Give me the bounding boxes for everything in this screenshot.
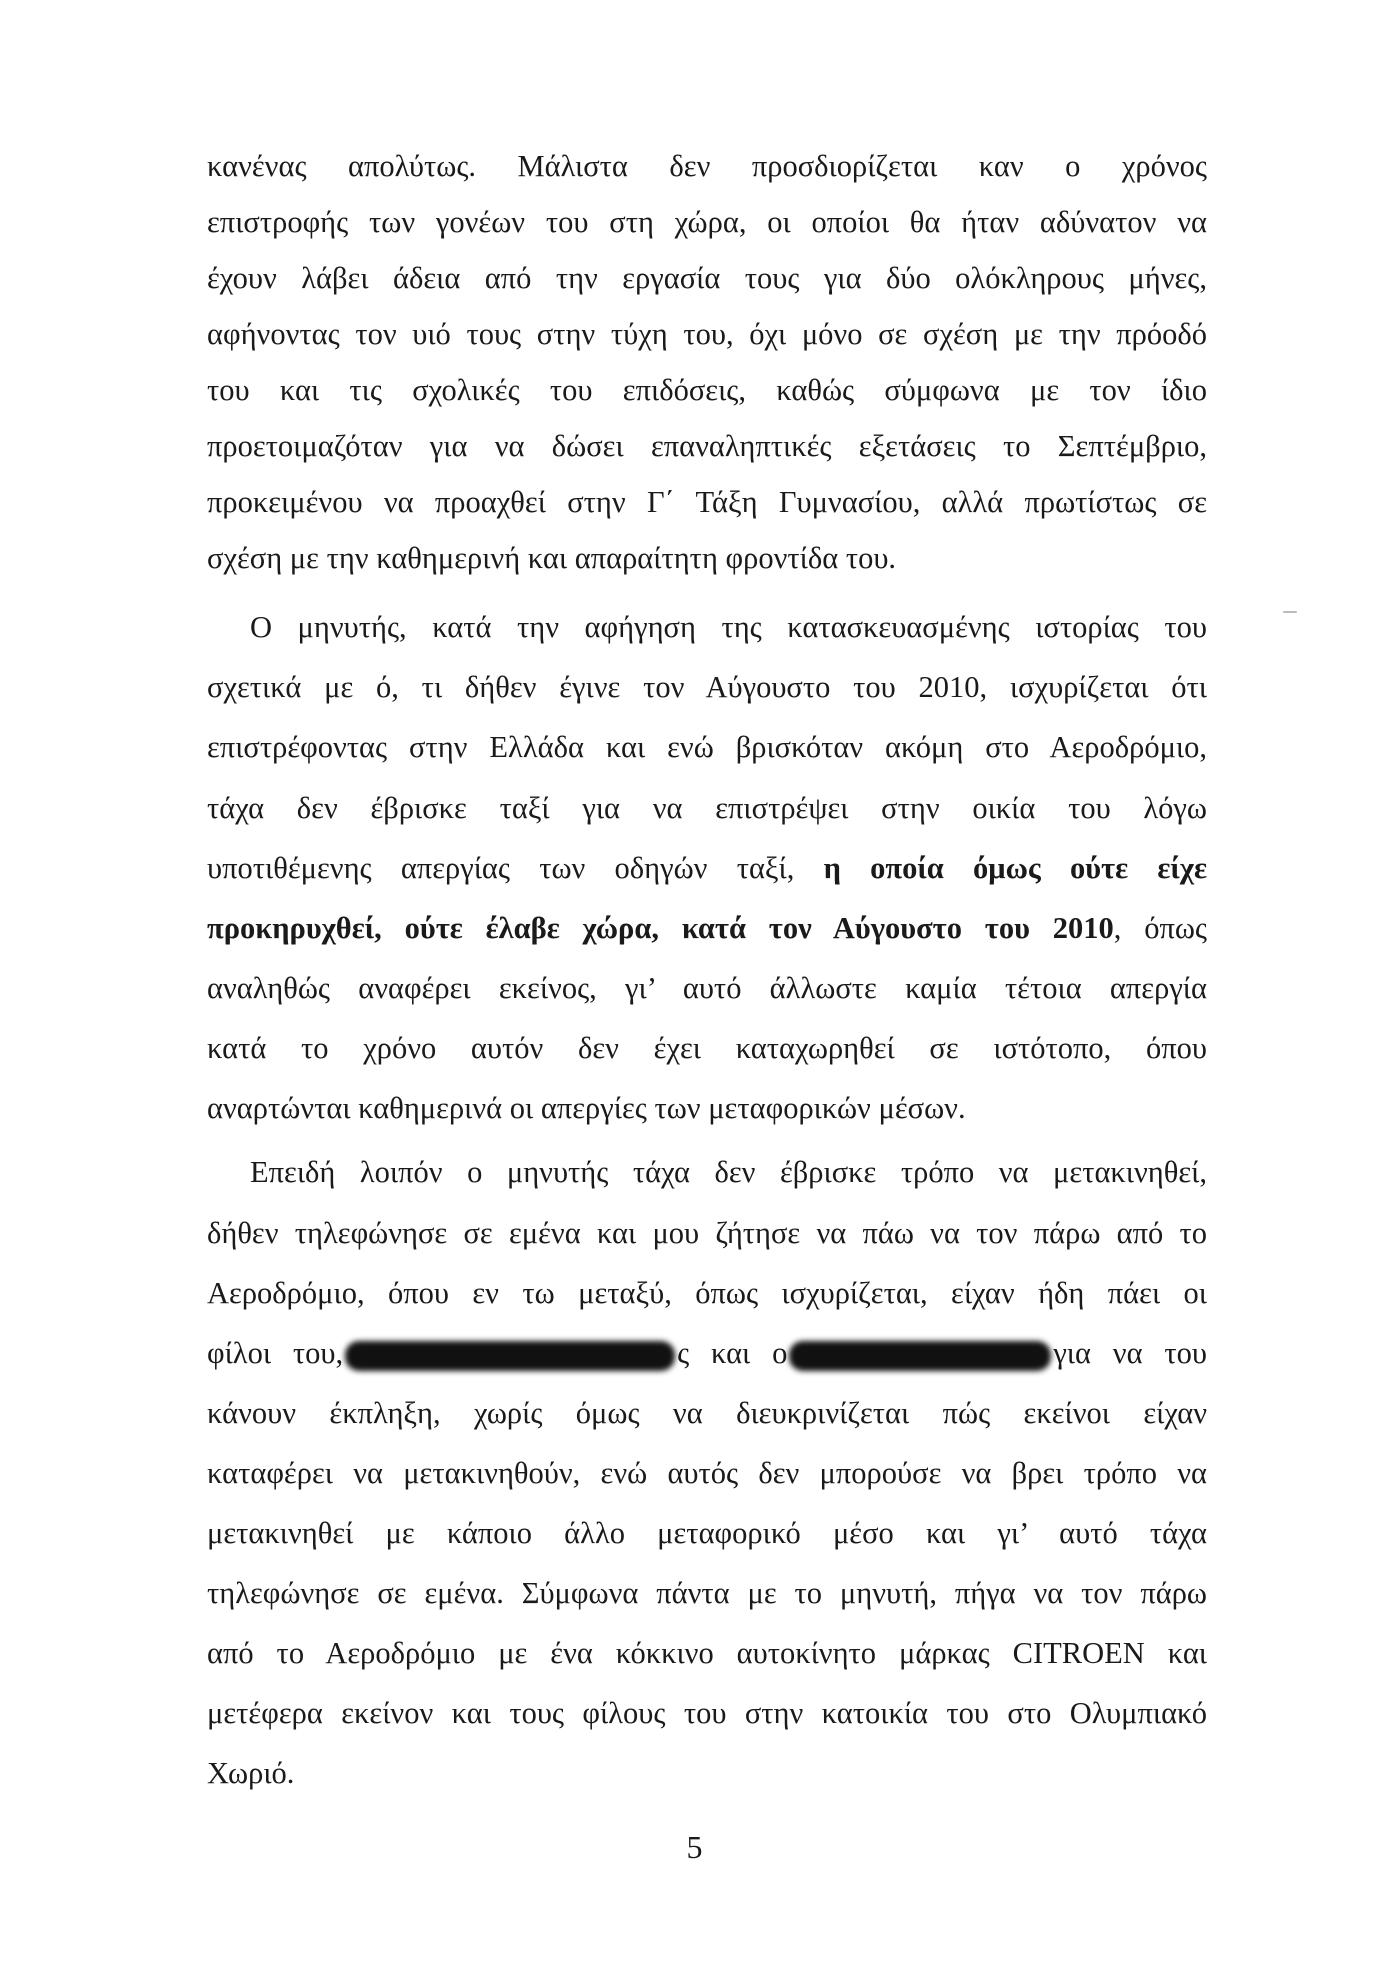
text-line: σχέση με την καθημερινή και απαραίτητη φροντίδα του. (207, 541, 897, 575)
text-line (207, 846, 1207, 890)
text-line: κανένας απολύτως. Μάλιστα δεν προσδιορίζεται καν ο χρόνος (207, 149, 1207, 183)
redaction-mark (789, 1341, 1051, 1371)
text-line: αφήνοντας τον υιό τους στην τύχη του, όχι μόνο σε σχέση με την πρόοδό (207, 317, 1207, 351)
text-line: επιστρέφοντας στην Ελλάδα και ενώ βρισκόταν ακόμη στο Αεροδρόμιο, (207, 730, 1207, 764)
scan-speck (1283, 611, 1297, 613)
redaction-mark (345, 1341, 675, 1371)
text-line: δήθεν τηλεφώνησε σε εμένα και μου ζήτησε να πάω να τον πάρω από το (207, 1216, 1207, 1250)
text-line-redacted (207, 1331, 1207, 1375)
text-line: μετακινηθεί με κάποιο άλλο μεταφορικό μέσο και γι’ αυτό τάχα (207, 1516, 1207, 1550)
page-number: 5 (686, 1829, 703, 1865)
text-line: επιστροφής των γονέων του στη χώρα, οι οποίοι θα ήταν αδύνατον να (207, 205, 1207, 239)
text-span: φίλοι του, (207, 1336, 344, 1370)
text-line: τάχα δεν έβρισκε ταξί για να επιστρέψει στην οικία του λόγω (207, 791, 1207, 825)
text-line: Αεροδρόμιο, όπου εν τω μεταξύ, όπως ισχυρίζεται, είχαν ήδη πάει οι (207, 1276, 1207, 1310)
text-line: σχετικά με ό, τι δήθεν έγινε τον Αύγουστο του 2010, ισχυρίζεται ότι (207, 670, 1207, 704)
text-span: ς και ο (677, 1336, 788, 1370)
text-line: καταφέρει να μετακινηθούν, ενώ αυτός δεν μπορούσε να βρει τρόπο να (207, 1456, 1207, 1490)
text-line: Χωριό. (207, 1756, 295, 1790)
bold-text: προκηρυχθεί, ούτε έλαβε χώρα, κατά τον Αύγουστο του 2010 (207, 911, 1114, 945)
text-line: έχουν λάβει άδεια από την εργασία τους για δύο ολόκληρους μήνες, (207, 261, 1207, 295)
text-line: αναληθώς αναφέρει εκείνος, γι’ αυτό άλλωστε καμία τέτοια απεργία (207, 971, 1207, 1005)
text-line (207, 906, 1207, 950)
text-line: μετέφερα εκείνον και τους φίλους του στην κατοικία του στο Ολυμπιακό (207, 1696, 1207, 1730)
text-span: , όπως (1113, 911, 1207, 945)
text-line: τηλεφώνησε σε εμένα. Σύμφωνα πάντα με το μηνυτή, πήγα να τον πάρω (207, 1576, 1207, 1610)
text-line: Επειδή λοιπόν ο μηνυτής τάχα δεν έβρισκε τρόπο να μετακινηθεί, (250, 1155, 1207, 1189)
text-line: αναρτώνται καθημερινά οι απεργίες των μεταφορικών μέσων. (207, 1091, 966, 1125)
text-line: του και τις σχολικές του επιδόσεις, καθώς σύμφωνα με τον ίδιο (207, 373, 1207, 407)
text-line: από το Αεροδρόμιο με ένα κόκκινο αυτοκίνητο μάρκας CITROEN και (207, 1636, 1207, 1670)
bold-text: η οποία όμως ούτε είχε (823, 851, 1207, 885)
text-span: υποτιθέμενης απεργίας των οδηγών ταξί, (207, 851, 824, 885)
text-line: προκειμένου να προαχθεί στην Γ΄ Τάξη Γυμνασίου, αλλά πρωτίστως σε (207, 485, 1207, 519)
text-line: Ο μηνυτής, κατά την αφήγηση της κατασκευασμένης ιστορίας του (250, 610, 1207, 644)
text-line: κατά το χρόνο αυτόν δεν έχει καταχωρηθεί σε ιστότοπο, όπου (207, 1031, 1207, 1065)
text-line: κάνουν έκπληξη, χωρίς όμως να διευκρινίζεται πώς εκείνοι είχαν (207, 1396, 1207, 1430)
text-line: προετοιμαζόταν για να δώσει επαναληπτικές εξετάσεις το Σεπτέμβριο, (207, 429, 1207, 463)
text-span: για να του (1053, 1336, 1207, 1370)
